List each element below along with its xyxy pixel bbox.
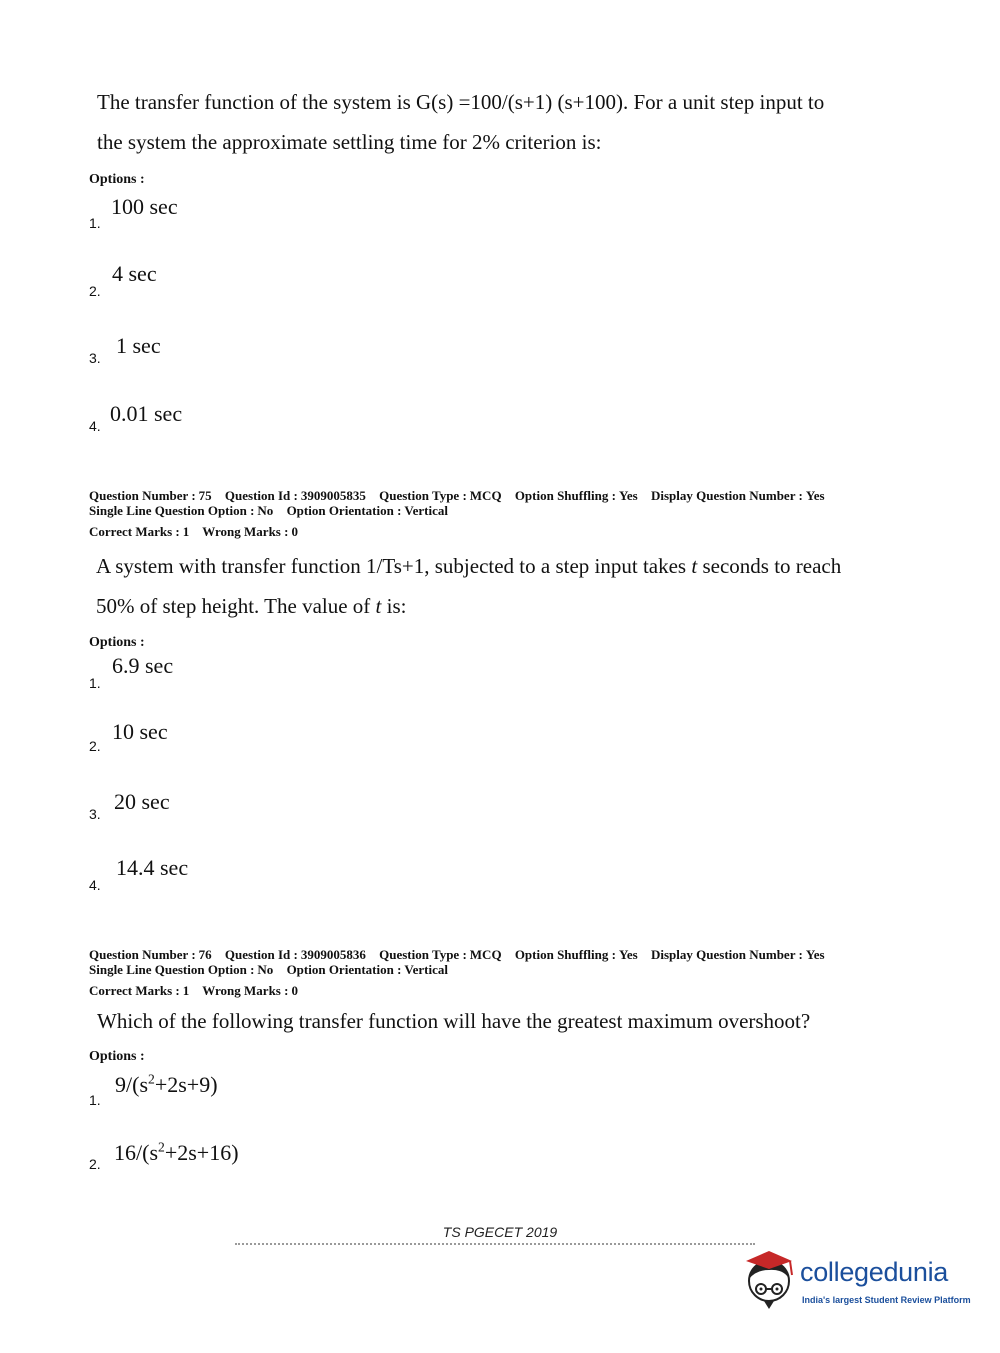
q75-text-line2 — [96, 586, 926, 626]
q76-option-2-pre: 16/(s — [114, 1140, 158, 1165]
q75-meta-line1 — [89, 488, 949, 503]
collegedunia-logo[interactable] — [740, 1245, 980, 1315]
q75-display-number: Yes — [805, 488, 825, 503]
footer-divider — [235, 1243, 755, 1247]
q75-meta-line2 — [89, 503, 949, 518]
q76-question-text: Which of the following transfer function will have the greatest maximum overshoot? — [97, 1009, 811, 1033]
q75-option-3-number: 3. — [89, 806, 101, 822]
q76-single-line-label: Single Line Question Option : — [89, 962, 255, 977]
q76-question-number: 76 — [198, 947, 212, 962]
q76-option-2-text[interactable] — [114, 1140, 239, 1166]
q74-options-label: Options : — [89, 172, 145, 187]
q74-option-1-number: 1. — [89, 215, 101, 231]
q76-option-2-number: 2. — [89, 1156, 101, 1172]
q75-option-4-text[interactable]: 14.4 sec — [116, 855, 189, 880]
q76-question-type-label: Question Type : — [379, 947, 467, 962]
exam-footer-label: TS PGECET 2019 — [442, 1224, 558, 1240]
q75-variable-t: t — [691, 554, 698, 578]
q75-option-3-text[interactable]: 20 sec — [114, 789, 170, 814]
q74-option-4-number: 4. — [89, 418, 101, 434]
q75-option-2-text[interactable]: 10 sec — [112, 719, 168, 744]
q75-options-label: Options : — [89, 635, 145, 650]
q76-orientation-label: Option Orientation : — [286, 962, 402, 977]
q75-option-1-number: 1. — [89, 675, 101, 691]
q75-question-number-label: Question Number : — [89, 488, 196, 503]
q76-display-number: Yes — [805, 947, 825, 962]
q75-meta-marks — [89, 524, 949, 539]
q75-correct-marks: 1 — [182, 524, 190, 539]
q74-option-2-number: 2. — [89, 283, 101, 299]
q76-question-id: 3909005836 — [300, 947, 366, 962]
student-mascot-icon — [740, 1249, 798, 1311]
q75-option-2-number: 2. — [89, 738, 101, 754]
q74-text-line2: the system the approximate settling time for 2% criterion is: — [97, 130, 602, 154]
q75-metadata — [89, 488, 949, 539]
q75-question-number: 75 — [198, 488, 212, 503]
q75-wrong-marks-label: Wrong Marks : — [202, 524, 289, 539]
q76-question-number-label: Question Number : — [89, 947, 196, 962]
q76-option-shuffling: Yes — [618, 947, 638, 962]
q75-single-line: No — [257, 503, 274, 518]
q74-option-3-text[interactable]: 1 sec — [116, 333, 161, 358]
q75-text-line2-a: 50% of step height. The value of — [96, 594, 376, 618]
q75-display-number-label: Display Question Number : — [651, 488, 803, 503]
q75-question-type: MCQ — [469, 488, 502, 503]
q76-options-label: Options : — [89, 1049, 145, 1064]
q75-orientation: Vertical — [404, 503, 448, 518]
q75-text-line1-b: seconds to reach — [697, 554, 842, 578]
q76-question-id-label: Question Id : — [224, 947, 298, 962]
q76-option-1-exponent: 2 — [148, 1071, 155, 1087]
q75-option-1-text[interactable]: 6.9 sec — [112, 653, 174, 678]
q76-correct-marks: 1 — [182, 983, 190, 998]
q75-question-text — [96, 546, 926, 626]
q74-option-1-text[interactable]: 100 sec — [111, 194, 178, 219]
q76-option-2-exponent: 2 — [158, 1139, 165, 1155]
q76-option-shuffling-label: Option Shuffling : — [514, 947, 616, 962]
q75-correct-marks-label: Correct Marks : — [89, 524, 180, 539]
q76-option-1-pre: 9/(s — [115, 1072, 148, 1097]
q76-meta-marks — [89, 983, 949, 998]
q76-wrong-marks: 0 — [291, 983, 298, 998]
logo-tagline: India's largest Student Review Platform — [802, 1295, 971, 1305]
q74-option-4-text[interactable]: 0.01 sec — [110, 401, 183, 426]
logo-wordmark: collegedunia — [800, 1257, 949, 1287]
q75-variable-t-2: t — [375, 594, 382, 618]
q76-meta-line2 — [89, 962, 949, 977]
q75-text-line1 — [96, 546, 926, 586]
q75-question-id-label: Question Id : — [224, 488, 298, 503]
q75-question-id: 3909005835 — [300, 488, 366, 503]
q75-text-line2-b: is: — [381, 594, 407, 618]
q76-display-number-label: Display Question Number : — [651, 947, 803, 962]
q76-option-1-text[interactable] — [115, 1072, 218, 1098]
q75-option-shuffling: Yes — [618, 488, 638, 503]
q76-option-1-number: 1. — [89, 1092, 101, 1108]
q76-orientation: Vertical — [404, 962, 448, 977]
q76-correct-marks-label: Correct Marks : — [89, 983, 180, 998]
q75-single-line-label: Single Line Question Option : — [89, 503, 255, 518]
q76-meta-line1 — [89, 947, 949, 962]
q75-orientation-label: Option Orientation : — [286, 503, 402, 518]
q74-option-3-number: 3. — [89, 350, 101, 366]
q76-single-line: No — [257, 962, 274, 977]
q76-metadata — [89, 947, 949, 998]
q75-option-shuffling-label: Option Shuffling : — [514, 488, 616, 503]
q75-question-type-label: Question Type : — [379, 488, 467, 503]
q76-option-2-post: +2s+16) — [164, 1140, 239, 1165]
q74-option-2-text[interactable]: 4 sec — [112, 261, 157, 286]
q74-text-line1: The transfer function of the system is G(s) =100/(s+1) (s+100). For a unit step input to — [97, 90, 825, 114]
q76-question-type: MCQ — [469, 947, 502, 962]
q76-option-1-post: +2s+9) — [154, 1072, 218, 1097]
q74-question-text — [97, 82, 917, 162]
q75-text-line1-a: A system with transfer function 1/Ts+1, subjected to a step input takes — [96, 554, 692, 578]
q76-wrong-marks-label: Wrong Marks : — [202, 983, 289, 998]
q75-option-4-number: 4. — [89, 877, 101, 893]
q75-wrong-marks: 0 — [291, 524, 298, 539]
